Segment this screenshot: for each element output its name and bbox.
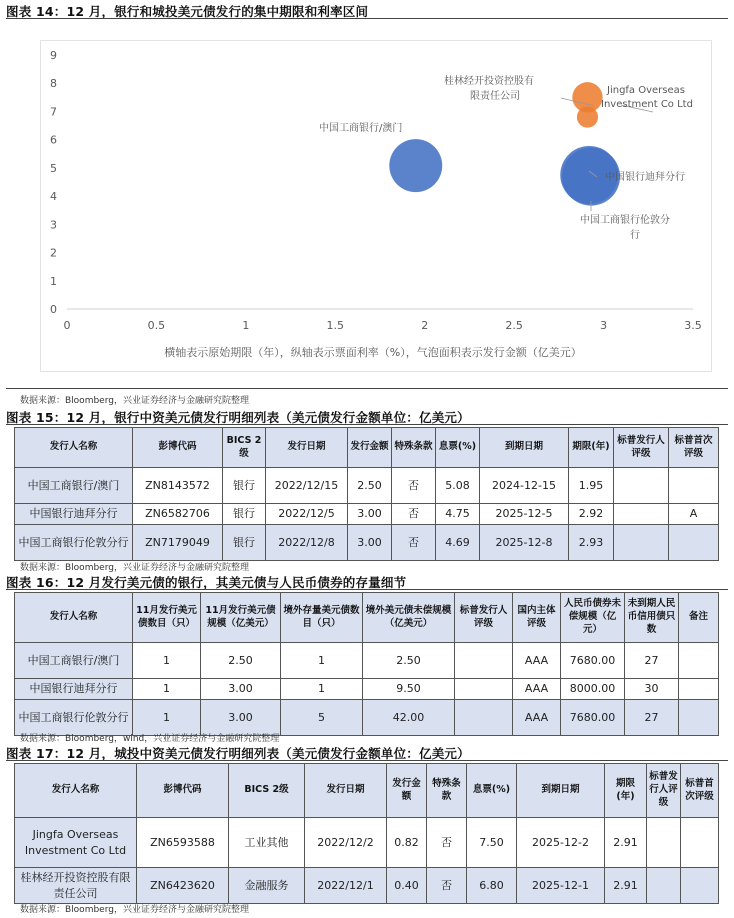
y-tick-label: 4 <box>50 190 57 204</box>
cell <box>455 643 513 679</box>
figure15-source: 数据来源：Bloomberg，兴业证券经济与金融研究院整理 <box>20 563 249 573</box>
table-header-row <box>15 593 719 643</box>
x-tick-label: 0 <box>63 319 71 332</box>
cell: 3.00 <box>201 679 281 700</box>
annotation-guilin-line2: 限责任公司 <box>470 91 520 102</box>
x-axis-label: 横轴表示原始期限（年），纵轴表示票面利率（%），气泡面积表示发行金额（亿美元） <box>164 346 582 359</box>
cell: 1 <box>281 679 363 700</box>
table-header-row <box>15 764 719 818</box>
bubble-point <box>389 139 442 192</box>
chart-bottom-rule <box>6 388 728 389</box>
y-tick-label: 6 <box>50 133 57 147</box>
cell: 27 <box>625 643 679 679</box>
cell: 金融服务 <box>229 868 305 904</box>
col-special-terms: 特殊条款 <box>427 764 467 818</box>
cell: 银行 <box>223 525 266 561</box>
cell: 0.82 <box>387 818 427 868</box>
col-sp-issuer-rating: 标普发行人评级 <box>614 428 669 468</box>
cell <box>679 679 719 700</box>
cell: 2022/12/8 <box>266 525 348 561</box>
cell <box>455 700 513 736</box>
annotation-icbc-london-line1: 中国工商银行伦敦分 <box>580 215 670 226</box>
x-tick-label: 1 <box>242 319 250 332</box>
cell: 1 <box>133 679 201 700</box>
cell: 2024-12-15 <box>480 468 569 504</box>
cell: ZN7179049 <box>133 525 223 561</box>
col-sp-initial-rating: 标普首次评级 <box>681 764 719 818</box>
cell: 3.00 <box>201 700 281 736</box>
figure16-title: 图表 16：12 月发行美元债的银行，其美元债与人民币债券的存量细节 <box>6 575 407 590</box>
cell: Jingfa Overseas Investment Co Ltd <box>15 818 137 868</box>
cell: 30 <box>625 679 679 700</box>
figure14-title: 图表 14：12 月，银行和城投美元债发行的集中期限和利率区间 <box>6 4 369 19</box>
figure15-rule <box>6 424 728 425</box>
bubble-chart-svg <box>41 41 711 371</box>
col-offshore-count: 境外存量美元债数目（只） <box>281 593 363 643</box>
figure17-title: 图表 17：12 月，城投中资美元债发行明细列表（美元债发行金额单位：亿美元） <box>6 746 470 761</box>
cell: 1 <box>133 643 201 679</box>
cell: 2025-12-1 <box>517 868 605 904</box>
cell: 7680.00 <box>561 700 625 736</box>
col-special-terms: 特殊条款 <box>392 428 436 468</box>
figure16-rule <box>6 589 728 590</box>
cell: 27 <box>625 700 679 736</box>
col-bloomberg-code: 彭博代码 <box>133 428 223 468</box>
cell: AAA <box>513 679 561 700</box>
y-tick-label: 3 <box>50 218 57 232</box>
cell: 否 <box>392 468 436 504</box>
cell: 中国工商银行伦敦分行 <box>15 525 133 561</box>
col-coupon: 息票(%) <box>436 428 480 468</box>
y-tick-label: 8 <box>50 77 57 91</box>
x-tick-label: 3.5 <box>684 319 702 332</box>
figure17-table <box>14 763 719 904</box>
col-nov-size: 11月发行美元债规模（亿美元） <box>201 593 281 643</box>
cell <box>455 679 513 700</box>
col-issue-date: 发行日期 <box>266 428 348 468</box>
annotation-jingfa-line1: Jingfa Overseas <box>607 85 685 96</box>
cell: ZN8143572 <box>133 468 223 504</box>
annotation-icbc-london-line2: 行 <box>630 230 640 241</box>
figure15-title: 图表 15：12 月，银行中资美元债发行明细列表（美元债发行金额单位：亿美元） <box>6 410 470 425</box>
col-maturity: 到期日期 <box>517 764 605 818</box>
col-sp-issuer-rating: 标普发行人评级 <box>647 764 681 818</box>
table-row <box>15 679 719 700</box>
x-tick-label: 0.5 <box>147 319 166 332</box>
cell: 2.50 <box>363 643 455 679</box>
cell: 中国银行迪拜分行 <box>15 679 133 700</box>
cell <box>679 643 719 679</box>
cell: 银行 <box>223 504 266 525</box>
y-tick-label: 2 <box>50 246 57 260</box>
col-domestic-rating: 国内主体评级 <box>513 593 561 643</box>
cell: 1 <box>133 700 201 736</box>
cell: 2.92 <box>569 504 614 525</box>
cell: 2022/12/5 <box>266 504 348 525</box>
cell: 7680.00 <box>561 643 625 679</box>
col-tenor: 期限(年) <box>605 764 647 818</box>
cell: 7.50 <box>467 818 517 868</box>
cell: 中国工商银行/澳门 <box>15 468 133 504</box>
annotation-guilin-line1: 桂林经开投资控股有 <box>444 76 534 87</box>
cell <box>669 525 719 561</box>
cell <box>647 868 681 904</box>
cell: 中国银行迪拜分行 <box>15 504 133 525</box>
table-row <box>15 525 719 561</box>
cell: 2.93 <box>569 525 614 561</box>
annotation-jingfa-line2: Investment Co Ltd <box>601 99 693 110</box>
x-tick-label: 2 <box>421 319 429 332</box>
table-row <box>15 818 719 868</box>
col-issuer: 发行人名称 <box>15 593 133 643</box>
cell <box>614 525 669 561</box>
cell: 2022/12/2 <box>305 818 387 868</box>
cell <box>669 468 719 504</box>
cell: 银行 <box>223 468 266 504</box>
y-tick-label: 9 <box>50 49 57 62</box>
table-row <box>15 868 719 904</box>
col-coupon: 息票(%) <box>467 764 517 818</box>
col-rmb-count: 未到期人民币信用债只数 <box>625 593 679 643</box>
y-tick-label: 0 <box>50 303 57 316</box>
cell: 9.50 <box>363 679 455 700</box>
col-rmb-outstanding: 人民币债券未偿规模（亿元） <box>561 593 625 643</box>
cell: A <box>669 504 719 525</box>
cell: 42.00 <box>363 700 455 736</box>
cell <box>679 700 719 736</box>
cell: 5.08 <box>436 468 480 504</box>
cell <box>681 868 719 904</box>
figure16-table <box>14 592 719 736</box>
cell: 否 <box>392 525 436 561</box>
x-axis-ticks <box>64 319 702 332</box>
col-nov-count: 11月发行美元债数目（只） <box>133 593 201 643</box>
cell: 2.50 <box>201 643 281 679</box>
cell: AAA <box>513 643 561 679</box>
cell: 中国工商银行/澳门 <box>15 643 133 679</box>
col-bloomberg-code: 彭博代码 <box>137 764 229 818</box>
cell: 3.00 <box>348 525 392 561</box>
cell: ZN6423620 <box>137 868 229 904</box>
cell: 2025-12-5 <box>480 504 569 525</box>
x-tick-label: 3 <box>600 319 608 332</box>
cell: 5 <box>281 700 363 736</box>
cell: 中国工商银行伦敦分行 <box>15 700 133 736</box>
y-tick-label: 5 <box>50 161 57 175</box>
cell: 否 <box>427 868 467 904</box>
cell: 1 <box>281 643 363 679</box>
col-issuer: 发行人名称 <box>15 764 137 818</box>
bubble-point <box>577 106 598 127</box>
cell: 2.91 <box>605 818 647 868</box>
x-tick-label: 1.5 <box>326 319 345 332</box>
table-row <box>15 504 719 525</box>
col-maturity: 到期日期 <box>480 428 569 468</box>
col-amount: 发行金额 <box>348 428 392 468</box>
cell: 6.80 <box>467 868 517 904</box>
figure14-source: 数据来源：Bloomberg，兴业证券经济与金融研究院整理 <box>20 396 249 406</box>
col-bics: BICS 2级 <box>229 764 305 818</box>
y-tick-label: 1 <box>50 274 57 288</box>
col-sp-initial-rating: 标普首次评级 <box>669 428 719 468</box>
cell: AAA <box>513 700 561 736</box>
col-remarks: 备注 <box>679 593 719 643</box>
cell: 否 <box>427 818 467 868</box>
title-rule <box>6 18 728 19</box>
cell: 桂林经开投资控股有限责任公司 <box>15 868 137 904</box>
cell: 2022/12/15 <box>266 468 348 504</box>
cell: 1.95 <box>569 468 614 504</box>
cell: 2.50 <box>348 468 392 504</box>
figure17-source: 数据来源：Bloomberg，兴业证券经济与金融研究院整理 <box>20 905 249 915</box>
annotation-icbc-macau: 中国工商银行/澳门 <box>319 123 403 134</box>
cell: 2025-12-2 <box>517 818 605 868</box>
cell: 3.00 <box>348 504 392 525</box>
y-tick-label: 7 <box>50 105 57 119</box>
cell: 8000.00 <box>561 679 625 700</box>
cell: 2025-12-8 <box>480 525 569 561</box>
cell: 4.69 <box>436 525 480 561</box>
col-tenor: 期限(年) <box>569 428 614 468</box>
col-issuer: 发行人名称 <box>15 428 133 468</box>
table-row <box>15 468 719 504</box>
cell: 2022/12/1 <box>305 868 387 904</box>
cell <box>681 818 719 868</box>
cell <box>614 468 669 504</box>
cell <box>614 504 669 525</box>
figure16-source: 数据来源：Bloomberg，wind，兴业证券经济与金融研究院整理 <box>20 734 280 744</box>
col-issue-date: 发行日期 <box>305 764 387 818</box>
cell: 2.91 <box>605 868 647 904</box>
cell: ZN6593588 <box>137 818 229 868</box>
annotation-boc-dubai: 中国银行迪拜分行 <box>605 172 685 183</box>
cell: 否 <box>392 504 436 525</box>
bubble-chart <box>40 40 712 372</box>
col-bics: BICS 2级 <box>223 428 266 468</box>
col-amount: 发行金额 <box>387 764 427 818</box>
figure17-rule <box>6 760 728 761</box>
cell <box>647 818 681 868</box>
cell: 4.75 <box>436 504 480 525</box>
table-header-row <box>15 428 719 468</box>
x-tick-label: 2.5 <box>505 319 523 332</box>
table-row <box>15 643 719 679</box>
col-offshore-outstanding: 境外美元债未偿规模（亿美元） <box>363 593 455 643</box>
cell: 0.40 <box>387 868 427 904</box>
figure15-table <box>14 427 719 561</box>
cell: 工业其他 <box>229 818 305 868</box>
col-sp-issuer-rating: 标普发行人评级 <box>455 593 513 643</box>
cell: ZN6582706 <box>133 504 223 525</box>
y-axis-ticks <box>50 49 57 316</box>
